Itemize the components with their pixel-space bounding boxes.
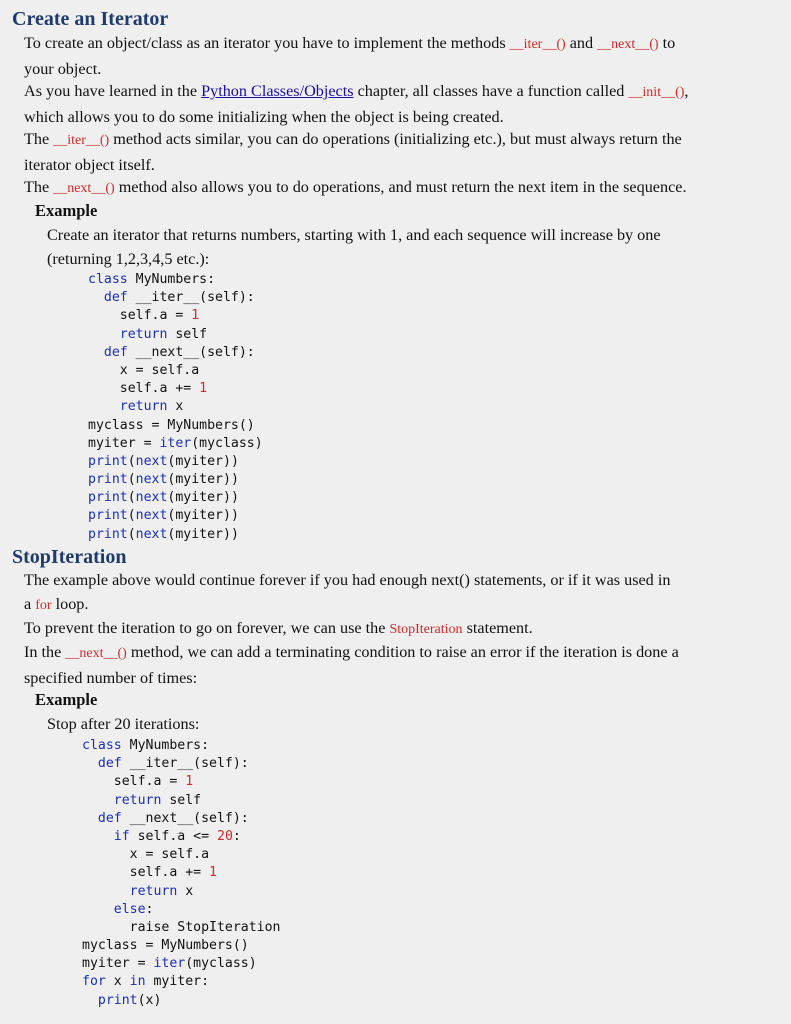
code-line: self.a += 1 bbox=[119, 381, 208, 397]
code-line: myclass = MyNumbers() bbox=[88, 417, 255, 433]
example-description bbox=[47, 223, 777, 271]
section-title-stopiteration: StopIteration bbox=[12, 546, 127, 568]
next-method-ref: __next__() bbox=[597, 37, 659, 52]
code-line: myiter = iter(myclass) bbox=[82, 956, 257, 972]
code-line: def __next__(self): bbox=[97, 810, 249, 826]
code-line: print(next(myiter)) bbox=[88, 453, 239, 469]
code-line: for x in myiter: bbox=[82, 974, 210, 990]
code-line: print(next(myiter)) bbox=[88, 490, 239, 506]
paragraph-classes bbox=[24, 79, 780, 129]
text: (returning 1,2,3,4,5 etc.): bbox=[47, 250, 210, 268]
text: to bbox=[658, 34, 676, 52]
example-description: Stop after 20 iterations: bbox=[47, 715, 200, 733]
text: iterator object itself. bbox=[24, 156, 155, 174]
code-line: return x bbox=[129, 883, 194, 899]
code-line: myclass = MyNumbers() bbox=[82, 938, 249, 954]
section-title-create-iterator: Create an Iterator bbox=[12, 8, 169, 30]
code-line: return x bbox=[119, 399, 184, 415]
text: method, we can add a terminating condition to raise an error if the iteration is done a bbox=[126, 643, 679, 661]
code-line: x = self.a bbox=[119, 362, 200, 378]
paragraph-iter bbox=[24, 127, 780, 177]
code-line: class MyNumbers: bbox=[88, 272, 216, 287]
code-line: self.a += 1 bbox=[129, 865, 217, 881]
paragraph-intro bbox=[24, 31, 780, 81]
text: a bbox=[24, 595, 36, 613]
next-method-ref: __next__() bbox=[65, 646, 127, 661]
code-line: print(next(myiter)) bbox=[88, 526, 239, 542]
text: statement. bbox=[462, 619, 533, 637]
code-line: print(x) bbox=[97, 992, 162, 1008]
code-line: print(next(myiter)) bbox=[88, 472, 239, 488]
code-line: else: bbox=[113, 901, 154, 917]
for-keyword-ref: for bbox=[35, 598, 52, 613]
iter-method-ref: __iter__() bbox=[509, 37, 566, 52]
code-line: def __iter__(self): bbox=[103, 290, 255, 306]
text: which allows you to do some initializing when the object is being created. bbox=[24, 108, 504, 126]
text: To create an object/class as an iterator you have to implement the methods bbox=[24, 34, 510, 52]
code-line: raise StopIteration bbox=[129, 919, 281, 935]
code-line: self.a = 1 bbox=[113, 774, 194, 790]
example-label: Example bbox=[35, 690, 98, 709]
code-line: def __iter__(self): bbox=[97, 756, 249, 772]
text: , bbox=[684, 82, 689, 100]
text: The bbox=[24, 130, 54, 148]
text: method also allows you to do operations, and must return the next item in the sequence. bbox=[114, 178, 687, 196]
code-line: self.a = 1 bbox=[119, 308, 200, 324]
text: specified number of times: bbox=[24, 669, 198, 687]
paragraph-prevent bbox=[24, 616, 780, 642]
text: chapter, all classes have a function called bbox=[353, 82, 629, 100]
text: method acts similar, you can do operations (initializing etc.), but must always return the bbox=[109, 130, 682, 148]
text: To prevent the iteration to go on forever, we can use the bbox=[24, 619, 390, 637]
init-method-ref: __init__() bbox=[628, 85, 685, 100]
code-block-iterator bbox=[88, 271, 263, 544]
code-line: if self.a <= 20: bbox=[113, 828, 241, 844]
paragraph-forever bbox=[24, 568, 780, 618]
example-label: Example bbox=[35, 201, 98, 220]
code-line: print(next(myiter)) bbox=[88, 508, 239, 524]
text: and bbox=[565, 34, 598, 52]
code-line: class MyNumbers: bbox=[82, 738, 210, 753]
code-block-stopiteration bbox=[82, 737, 281, 1010]
text: The example above would continue forever if you had enough next() statements, or if it was used in bbox=[24, 571, 671, 589]
text: As you have learned in the bbox=[24, 82, 202, 100]
code-line: return self bbox=[113, 792, 202, 808]
text: Create an iterator that returns numbers, starting with 1, and each sequence will increase by one bbox=[47, 226, 661, 244]
code-line: def __next__(self): bbox=[103, 344, 255, 360]
paragraph-next bbox=[24, 175, 780, 201]
next-method-ref: __next__() bbox=[53, 181, 115, 196]
code-line: return self bbox=[119, 326, 208, 342]
paragraph-terminating bbox=[24, 640, 780, 690]
python-classes-link[interactable]: Python Classes/Objects bbox=[201, 82, 354, 100]
code-line: x = self.a bbox=[129, 847, 210, 863]
text: In the bbox=[24, 643, 66, 661]
stopiteration-ref: StopIteration bbox=[389, 622, 463, 637]
iter-method-ref: __iter__() bbox=[53, 133, 110, 148]
text: loop. bbox=[51, 595, 89, 613]
text: The bbox=[24, 178, 54, 196]
code-line: myiter = iter(myclass) bbox=[88, 435, 263, 451]
text: your object. bbox=[24, 60, 102, 78]
